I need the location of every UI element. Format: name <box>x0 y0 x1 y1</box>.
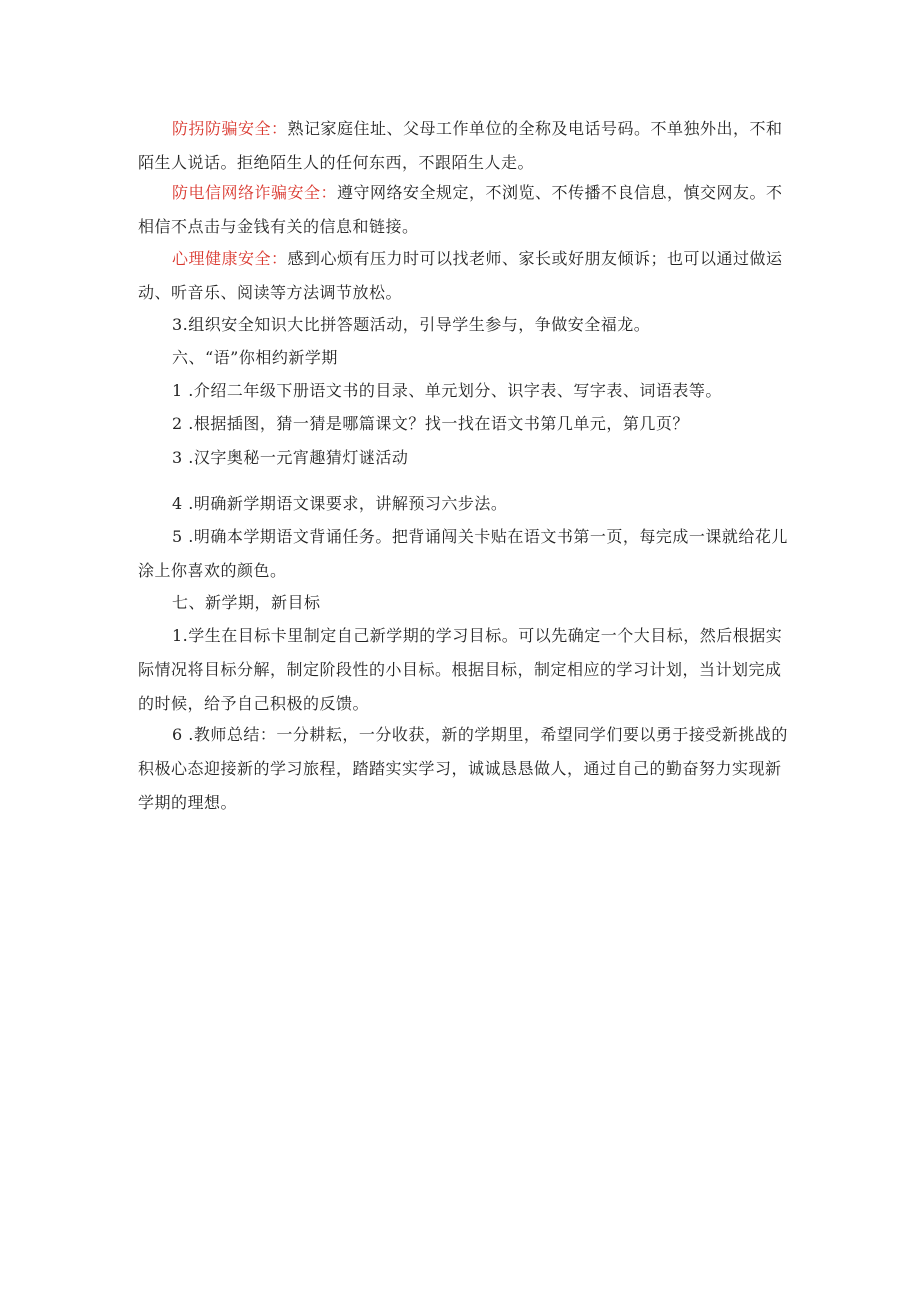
section-heading-six: 六、“语”你相约新学期 <box>172 348 338 367</box>
list-item-4: 4 .明确新学期语文课要求，讲解预习六步法。 <box>172 494 508 513</box>
list-item-3: 3 .汉字奥秘一元宵趣猜灯谜活动 <box>172 448 409 467</box>
paragraph-text: 遵守网络安全规定，不浏览、不传播不良信息，慎交网友。不相信不点击与金钱有关的信息和链接。 <box>138 183 783 236</box>
paragraph-text: 熟记家庭住址、父母工作单位的全称及电话号码。不单独外出，不和陌生人说话。拒绝陌生人的任何东西，不跟陌生人走。 <box>138 119 783 172</box>
highlight-label: 防拐防骗安全： <box>172 119 288 138</box>
highlight-label: 防电信网络诈骗安全： <box>172 183 338 202</box>
highlight-label: 心理健康安全： <box>172 249 288 268</box>
list-item-1: 1 .介绍二年级下册语文书的目录、单元划分、识字表、写字表、词语表等。 <box>172 381 722 400</box>
goal-paragraph: 1.学生在目标卡里制定自己新学期的学习目标。可以先确定一个大目标，然后根据实际情况将目标分解，制定阶段性的小目标。根据目标，制定相应的学习计划，当计划完成的时候，给予自己积极的反馈。 <box>138 626 783 713</box>
paragraph-safety-quiz: 3.组织安全知识大比拼答题活动，引导学生参与，争做安全福龙。 <box>172 315 651 334</box>
list-item-5: 5 .明确本学期语文背诵任务。把背诵闯关卡贴在语文书第一页，每完成一课就给花儿涂上你喜欢的颜色。 <box>138 527 788 580</box>
paragraph-telecom-fraud <box>138 176 788 244</box>
section-heading-seven: 七、新学期，新目标 <box>172 593 321 612</box>
list-item-2: 2 .根据插图，猜一猜是哪篇课文？找一找在语文书第几单元，第几页？ <box>172 414 689 433</box>
teacher-summary: 6 .教师总结：一分耕耘，一分收获，新的学期里，希望同学们要以勇于接受新挑战的积极心态迎接新的学习旅程，踏踏实实学习，诚诚恳恳做人，通过自己的勤奋努力实现新学期的理想。 <box>138 725 788 812</box>
paragraph-mental-health <box>138 242 788 310</box>
paragraph-text: 感到心烦有压力时可以找老师、家长或好朋友倾诉；也可以通过做运动、听音乐、阅读等方法调节放松。 <box>138 249 783 302</box>
paragraph-anti-abduction <box>138 112 788 180</box>
